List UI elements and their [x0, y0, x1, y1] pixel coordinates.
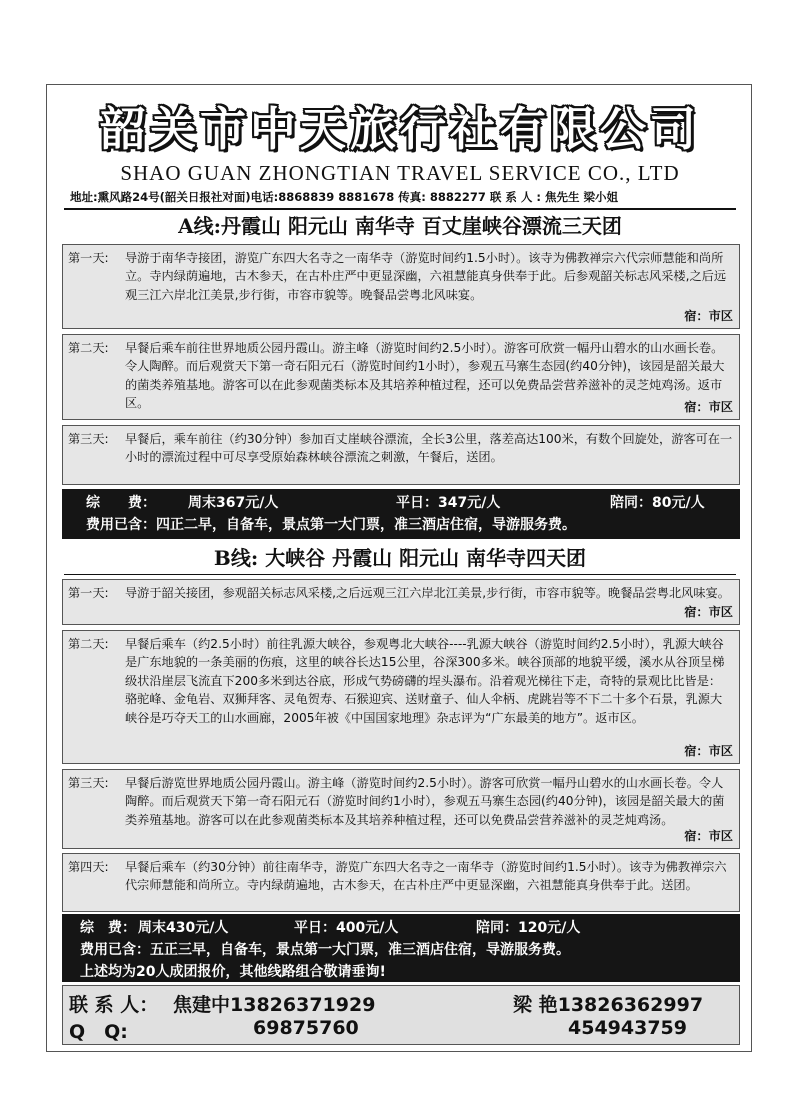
day-label: 第一天: [68, 586, 109, 600]
qq-number-1: 69875760 [253, 1017, 359, 1039]
route-a-day-2 [62, 334, 740, 420]
route-b-title: B线: 大峡谷 丹霞山 阳元山 南华寺四天团 [213, 546, 587, 570]
route-b-day-3 [62, 769, 740, 849]
day-label: 第四天: [68, 860, 109, 874]
route-b-day-2 [62, 630, 740, 764]
day-label: 第三天: [68, 776, 109, 790]
stay-label: 宿：市区 [680, 307, 733, 325]
company-name-cn: 韶关市中天旅行社有限公司 [100, 102, 700, 156]
stay-label: 宿：市区 [680, 603, 733, 621]
fee-weekend: 周末367元/人 [188, 495, 279, 511]
day-label: 第二天: [68, 637, 109, 651]
stay-label: 宿：市区 [680, 742, 733, 760]
fee-escort: 陪同：80元/人 [610, 495, 705, 511]
group-note: 上述均为20人成团报价，其他线路组合敬请垂询! [80, 964, 386, 980]
day-label: 第二天: [68, 341, 109, 355]
stay-label: 宿：市区 [680, 398, 733, 416]
fee-escort: 陪同：120元/人 [476, 920, 581, 936]
contact-footer [62, 985, 740, 1045]
day-label: 第三天: [68, 432, 109, 446]
day-text: 早餐后游览世界地质公园丹霞山。游主峰（游览时间约2.5小时）。游客可欣赏一幅丹山碧水的山水画长卷。令人陶醉。而后观赏天下第一奇石阳元石（游览时间约1小时），参观五马寨生态园(约40分钟)，该园是韶关最大的菌类养殖基地。游客可以在此参观菌类标本及其培养种植过程，还可以免费品尝营养滋补的灵芝炖鸡汤。 [125, 776, 725, 827]
day-text: 导游于南华寺接团，游览广东四大名寺之一南华寺（游览时间约1.5小时）。该寺为佛教禅宗六代宗师慧能和尚所立。寺内绿荫遍地，古木参天，在古朴庄严中更显深幽，六祖慧能真身供奉于此。后参观韶关标志风采楼,之后远观三江六岸北江美景,步行街，市容市貌等。晚餐品尝粤北风味宴。 [125, 251, 727, 302]
company-name-en: SHAO GUAN ZHONGTIAN TRAVEL SERVICE CO., LTD [120, 161, 680, 185]
fee-weekday: 平日：347元/人 [396, 495, 501, 511]
address-contact-line: 地址:熏风路24号(韶关日报社对面)电话:8868839 8881678 传真: 8882277 联 系 人 : 焦先生 梁小姐 [70, 190, 618, 204]
route-b-price-bar [62, 914, 740, 982]
route-b-day-1 [62, 579, 740, 625]
day-label: 第一天: [68, 251, 109, 265]
day-text: 早餐后乘车前往世界地质公园丹霞山。游主峰（游览时间约2.5小时）。游客可欣赏一幅丹山碧水的山水画长卷。令人陶醉。而后观赏天下第一奇石阳元石（游览时间约1小时），参观五马寨生态园(约40分钟)，该园是韶关最大的菌类养殖基地。游客可以在此参观菌类标本及其培养种植过程，还可以免费品尝营养滋补的灵芝炖鸡汤。返市区。 [125, 341, 725, 411]
fee-weekday: 平日：400元/人 [294, 920, 399, 936]
qq-number-2: 454943759 [568, 1017, 687, 1039]
divider [64, 574, 736, 575]
route-a-day-3 [62, 425, 740, 485]
qq-label: Q Q: [69, 1021, 128, 1043]
divider [64, 208, 736, 210]
fee-label: 综 费： [80, 920, 136, 936]
fee-label: 综 费： [86, 495, 156, 511]
contact-phone-1: 焦建中13826371929 [173, 994, 376, 1016]
contact-phone-2: 梁 艳13826362997 [513, 994, 704, 1016]
stay-label: 宿：市区 [680, 827, 733, 845]
route-a-title: A线:丹霞山 阳元山 南华寺 百丈崖峡谷漂流三天团 [178, 214, 622, 238]
day-text: 早餐后乘车（约2.5小时）前往乳源大峡谷，参观粤北大峡谷----乳源大峡谷（游览时间约2.5小时），乳源大峡谷是广东地貌的一条美丽的伤痕，这里的峡谷长达15公里，谷深300多米。峡谷顶部的地貌平缓，溪水从谷顶呈梯级状沿崖层飞流直下200多米到达谷底，形成气势磅礴的埕头瀑布。沿着观光梯往下走，奇特的景观比比皆是：骆驼峰、金龟岩、双狮拜客、灵龟贺寿、石猴迎宾、送财童子、仙人伞柄、虎跳岩等不下二十多个石景，乳源大峡谷是巧夺天工的山水画廊，2005年被《中国国家地理》杂志评为“广东最美的地方”。返市区。 [125, 637, 725, 725]
fee-included: 费用已含：五正三早，自备车，景点第一大门票，准三酒店住宿，导游服务费。 [80, 942, 570, 958]
fee-included: 费用已含：四正二早，自备车，景点第一大门票，准三酒店住宿，导游服务费。 [86, 517, 576, 533]
route-a-price-bar [62, 489, 740, 539]
route-b-day-4 [62, 853, 740, 912]
day-text: 早餐后乘车（约30分钟）前往南华寺，游览广东四大名寺之一南华寺（游览时间约1.5小时）。该寺为佛教禅宗六代宗师慧能和尚所立。寺内绿荫遍地，古木参天，在古朴庄严中更显深幽，六祖慧能真身供奉于此。送团。 [125, 860, 727, 893]
contact-label: 联 系 人： [69, 994, 159, 1016]
route-a-day-1 [62, 244, 740, 329]
day-text: 早餐后，乘车前往（约30分钟）参加百丈崖峡谷漂流，全长3公里，落差高达100米，有数个回旋处，游客可在一小时的漂流过程中可尽享受原始森林峡谷漂流之刺激，午餐后，送团。 [125, 432, 733, 465]
fee-weekend: 周末430元/人 [138, 920, 229, 936]
day-text: 导游于韶关接团，参观韶关标志风采楼,之后远观三江六岸北江美景,步行街，市容市貌等。晚餐品尝粤北风味宴。 [125, 586, 730, 600]
